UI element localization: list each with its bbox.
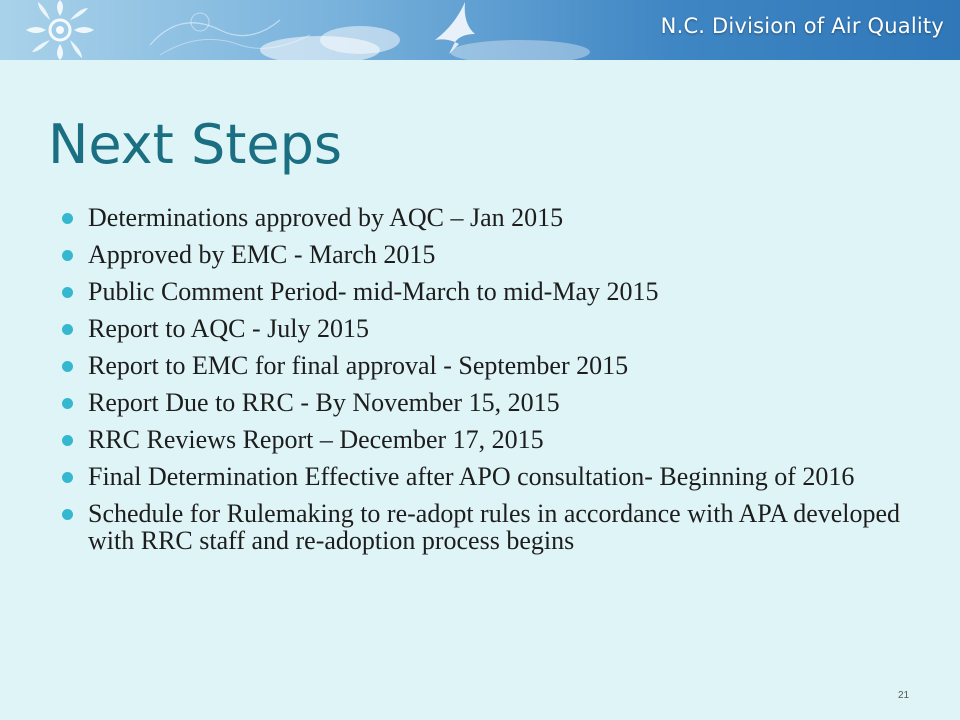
list-item	[60, 500, 920, 554]
bullet-text: Public Comment Period- mid-March to mid-May 2015	[88, 277, 659, 306]
bullet-text: Report to AQC - July 2015	[88, 314, 369, 343]
bullet-text: Approved by EMC - March 2015	[88, 240, 436, 269]
bullet-icon	[62, 213, 73, 224]
list-item	[60, 204, 920, 231]
bullet-list	[60, 204, 920, 564]
bullet-text: Final Determination Effective after APO consultation- Beginning of 2016	[88, 462, 855, 491]
sun-swirl-icon	[26, 0, 94, 60]
list-item	[60, 389, 920, 416]
header-banner	[0, 0, 960, 60]
list-item	[60, 352, 920, 379]
bullet-text: Report Due to RRC - By November 15, 2015	[88, 388, 560, 417]
bullet-icon	[62, 361, 73, 372]
bullet-text: RRC Reviews Report – December 17, 2015	[88, 425, 544, 454]
bullet-icon	[62, 472, 73, 483]
list-item	[60, 278, 920, 305]
bullet-icon	[62, 509, 73, 520]
bullet-icon	[62, 250, 73, 261]
slide-title: Next Steps	[48, 113, 343, 176]
bullet-icon	[62, 398, 73, 409]
bullet-text: Schedule for Rulemaking to re-adopt rules in accordance with APA developed with RRC staff and re-adoption process begins	[88, 499, 901, 555]
page-number: 21	[898, 690, 910, 701]
bullet-text: Report to EMC for final approval - September 2015	[88, 351, 629, 380]
list-item	[60, 426, 920, 453]
org-name: N.C. Division of Air Quality	[660, 14, 944, 38]
bullet-icon	[62, 287, 73, 298]
list-item	[60, 315, 920, 342]
bullet-icon	[62, 324, 73, 335]
list-item	[60, 463, 920, 490]
bullet-icon	[62, 435, 73, 446]
bullet-text: Determinations approved by AQC – Jan 2015	[88, 203, 564, 232]
list-item	[60, 241, 920, 268]
